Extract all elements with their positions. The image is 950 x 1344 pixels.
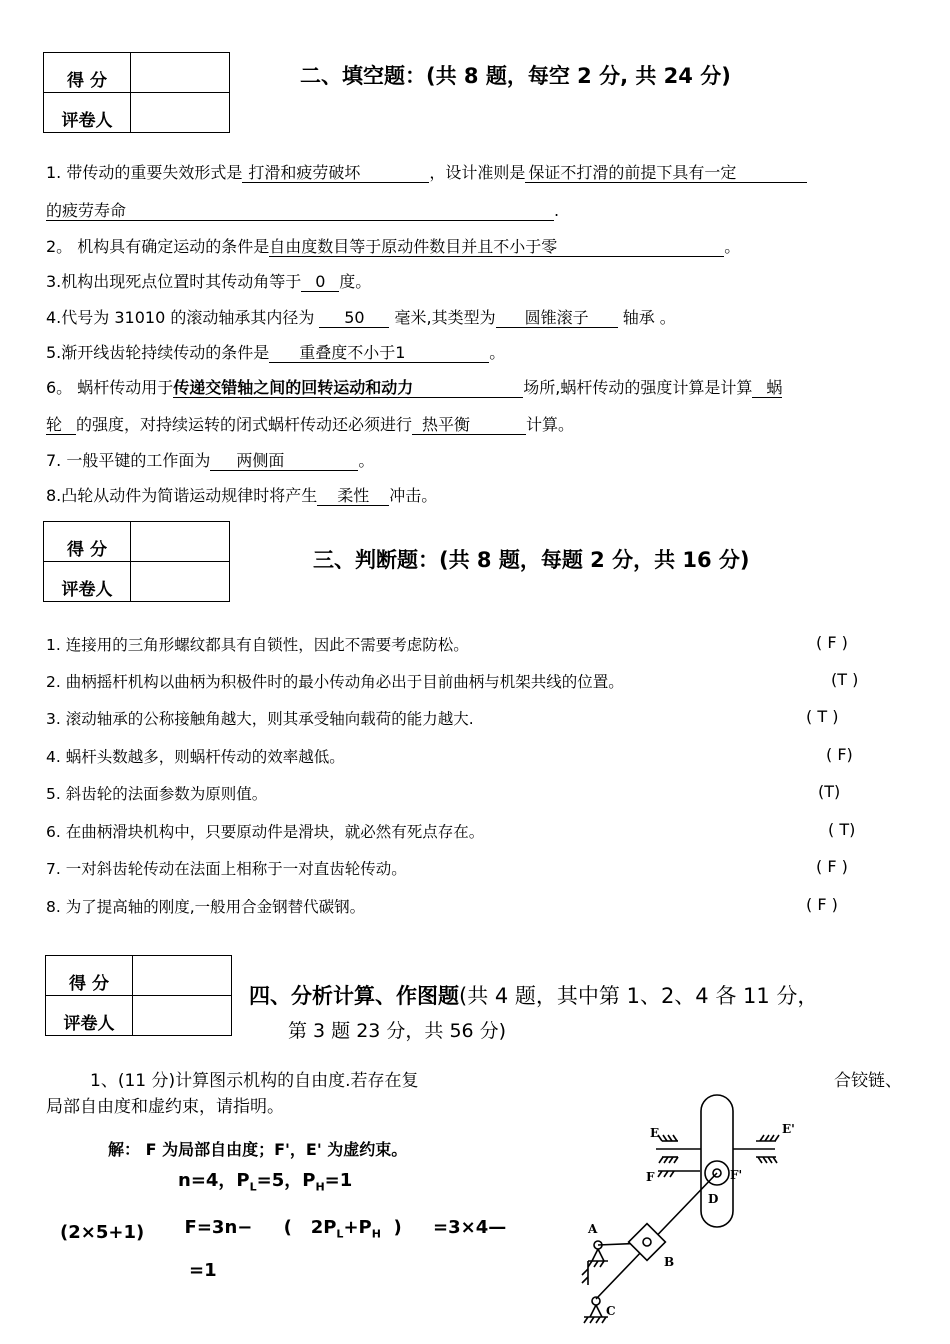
q4-text: 4.代号为 31010 的滚动轴承其内径为 bbox=[46, 308, 315, 327]
q6-line2 bbox=[46, 415, 574, 435]
sol3-c: ) =3×4— bbox=[380, 1217, 507, 1238]
q4-line bbox=[46, 308, 676, 328]
tf-item-answer: (T ) bbox=[831, 670, 859, 689]
q6-answer3: 热平衡 bbox=[422, 415, 471, 434]
tf-item-text: 5. 斜齿轮的法面参数为原则值。 bbox=[46, 785, 268, 803]
q4-answer1: 50 bbox=[344, 308, 365, 327]
tf-item-text: 4. 蜗杆头数越多，则蜗杆传动的效率越低。 bbox=[46, 748, 345, 766]
grader-field[interactable] bbox=[131, 562, 230, 602]
q1-answer2b: 的疲劳寿命 bbox=[46, 201, 127, 220]
score-field[interactable] bbox=[131, 522, 230, 562]
tf-item bbox=[46, 857, 848, 879]
sol2-c: =1 bbox=[324, 1170, 353, 1191]
label-c: C bbox=[606, 1304, 616, 1318]
q2-end: 。 bbox=[724, 237, 741, 256]
tf-item-text: 1. 连接用的三角形螺纹都具有自锁性，因此不需要考虑防松。 bbox=[46, 636, 469, 654]
q6-text-b: 场所,蜗杆传动的强度计算是计算 bbox=[523, 378, 753, 397]
q2-line bbox=[46, 237, 740, 257]
tf-item-answer: ( F ) bbox=[816, 857, 848, 876]
sol3-a: F=3n− ( 2P bbox=[184, 1217, 337, 1238]
q3-text: 3.机构出现死点位置时其传动角等于 bbox=[46, 272, 302, 291]
q8-line bbox=[46, 486, 437, 506]
score-label: 得 分 bbox=[46, 956, 133, 996]
q8-end: 冲击。 bbox=[389, 486, 438, 505]
q6-answer1: 传递交错轴之间的回转运动和动力 bbox=[173, 378, 414, 397]
grader-label: 评卷人 bbox=[44, 93, 131, 133]
tf-item-text: 7. 一对斜齿轮传动在法面上相称于一对直齿轮传动。 bbox=[46, 860, 407, 878]
tf-item bbox=[46, 670, 859, 692]
mechanism-diagram bbox=[570, 1085, 930, 1335]
tf-item bbox=[46, 745, 853, 767]
tf-item bbox=[46, 633, 848, 655]
tf-item bbox=[46, 782, 841, 804]
label-e: E bbox=[650, 1126, 660, 1140]
tf-item-text: 8. 为了提高轴的刚度,一般用合金钢替代碳钢。 bbox=[46, 898, 366, 916]
tf-item-text: 3. 滚动轴承的公称接触角越大，则其承受轴向载荷的能力越大. bbox=[46, 710, 474, 728]
grader-field[interactable] bbox=[133, 996, 232, 1036]
q1-text-b: ，设计准则是 bbox=[429, 163, 526, 182]
q5-line bbox=[46, 343, 505, 363]
q4-1-text-b: 合铰链、 bbox=[834, 1071, 902, 1091]
solution-line5: =1 bbox=[189, 1260, 217, 1281]
section4-title bbox=[249, 980, 818, 1010]
q1-end: . bbox=[554, 201, 560, 220]
tf-item-answer: (T) bbox=[818, 782, 841, 801]
section4-title-line2: 第 3 题 23 分，共 56 分) bbox=[288, 1020, 507, 1042]
section3-title: 三、判断题：(共 8 题，每题 2 分，共 16 分) bbox=[313, 548, 750, 572]
bearing-f bbox=[658, 1171, 700, 1177]
score-label: 得 分 bbox=[44, 53, 131, 93]
label-b: B bbox=[664, 1255, 675, 1269]
q1-line1 bbox=[46, 163, 807, 183]
q2-answer: 自由度数目等于原动件数目并且不小于零 bbox=[269, 237, 558, 256]
q8-text: 8.凸轮从动件为简谐运动规律时将产生 bbox=[46, 486, 318, 505]
q3-answer: 0 bbox=[315, 272, 326, 291]
solution-line1: 解： F 为局部自由度；F'，E' 为虚约束。 bbox=[108, 1140, 408, 1159]
q5-text: 5.渐开线齿轮持续传动的条件是 bbox=[46, 343, 270, 362]
q7-text: 7. 一般平键的工作面为 bbox=[46, 451, 211, 470]
q1-answer2a: 保证不打滑的前提下具有一定 bbox=[528, 163, 737, 182]
q7-answer: 两侧面 bbox=[236, 451, 285, 470]
sol2-b: =5，P bbox=[256, 1170, 316, 1191]
q1-text: 1. 带传动的重要失效形式是 bbox=[46, 163, 243, 182]
tf-item-text: 2. 曲柄摇杆机构以曲柄为积极件时的最小传动角必出于目前曲柄与机架共线的位置。 bbox=[46, 673, 624, 691]
q7-line bbox=[46, 451, 374, 471]
slider-b bbox=[629, 1224, 666, 1261]
score-field[interactable] bbox=[133, 956, 232, 996]
q5-end: 。 bbox=[489, 343, 506, 362]
sol3-sub-h: H bbox=[371, 1227, 381, 1241]
pivot-c bbox=[584, 1297, 608, 1323]
q4-text-b: 毫米,其类型为 bbox=[394, 308, 496, 327]
q7-end: 。 bbox=[358, 451, 375, 470]
q4-1-text-a: 1、(11 分)计算图示机构的自由度.若存在复 bbox=[90, 1071, 419, 1091]
sol2-sub-l: L bbox=[249, 1180, 257, 1194]
q4-answer2: 圆锥滚子 bbox=[524, 308, 589, 327]
label-f-prime: F' bbox=[730, 1168, 743, 1182]
score-field[interactable] bbox=[131, 53, 230, 93]
q8-answer: 柔性 bbox=[337, 486, 370, 505]
solution-line3 bbox=[172, 1196, 506, 1241]
score-box-section3 bbox=[43, 521, 230, 602]
tf-item bbox=[46, 820, 856, 842]
q6-end: 计算。 bbox=[526, 415, 575, 434]
solution-line4: (2×5+1) bbox=[60, 1222, 145, 1243]
section2-title: 二、填空题：(共 8 题，每空 2 分, 共 24 分) bbox=[300, 64, 731, 88]
sol2-sub-h: H bbox=[315, 1180, 325, 1194]
q6-text-c: 的强度，对持续运转的闭式蜗杆传动还必须进行 bbox=[76, 415, 413, 434]
q6-answer2b: 轮 bbox=[46, 415, 63, 434]
label-d: D bbox=[708, 1192, 719, 1206]
tf-item-answer: ( F ) bbox=[806, 895, 838, 914]
score-box-section2 bbox=[43, 52, 230, 133]
q4-1-text-c: 局部自由度和虚约束，请指明。 bbox=[46, 1097, 284, 1117]
sol3-sub-l: L bbox=[336, 1227, 344, 1241]
tf-item-answer: ( T ) bbox=[806, 707, 839, 726]
label-e-prime: E' bbox=[782, 1122, 795, 1136]
section4-title-bold: 四、分析计算、作图题 bbox=[249, 984, 459, 1008]
solution-line2 bbox=[178, 1166, 352, 1194]
tf-item bbox=[46, 707, 839, 729]
q3-line bbox=[46, 272, 371, 292]
tf-item bbox=[46, 895, 838, 917]
q6-line1 bbox=[46, 378, 782, 398]
q1-answer1: 打滑和疲劳破坏 bbox=[248, 163, 361, 182]
label-a: A bbox=[588, 1222, 598, 1236]
q6-answer2a: 蜗 bbox=[766, 378, 783, 397]
grader-label: 评卷人 bbox=[44, 562, 131, 602]
grader-label: 评卷人 bbox=[46, 996, 133, 1036]
sol3-b: +P bbox=[343, 1217, 372, 1238]
tf-item-text: 6. 在曲柄滑块机构中，只要原动件是滑块，就必然有死点存在。 bbox=[46, 823, 485, 841]
section4-title-rest: (共 4 题，其中第 1、2、4 各 11 分， bbox=[459, 984, 819, 1008]
grader-field[interactable] bbox=[131, 93, 230, 133]
q5-answer: 重叠度不小于1 bbox=[299, 343, 406, 362]
q6-text: 6。 蜗杆传动用于 bbox=[46, 378, 174, 397]
score-label: 得 分 bbox=[44, 522, 131, 562]
tf-item-answer: ( F) bbox=[826, 745, 853, 764]
label-f: F bbox=[646, 1170, 655, 1184]
q3-end: 度。 bbox=[339, 272, 372, 291]
pivot-a bbox=[582, 1241, 608, 1285]
score-box-section4 bbox=[45, 955, 232, 1036]
q4-end: 轴承 。 bbox=[622, 308, 676, 327]
tf-item-answer: ( T) bbox=[828, 820, 856, 839]
sol2-a: n=4，P bbox=[178, 1170, 250, 1191]
tf-item-answer: ( F ) bbox=[816, 633, 848, 652]
q2-text: 2。 机构具有确定运动的条件是 bbox=[46, 237, 270, 256]
q1-line2 bbox=[46, 201, 559, 221]
